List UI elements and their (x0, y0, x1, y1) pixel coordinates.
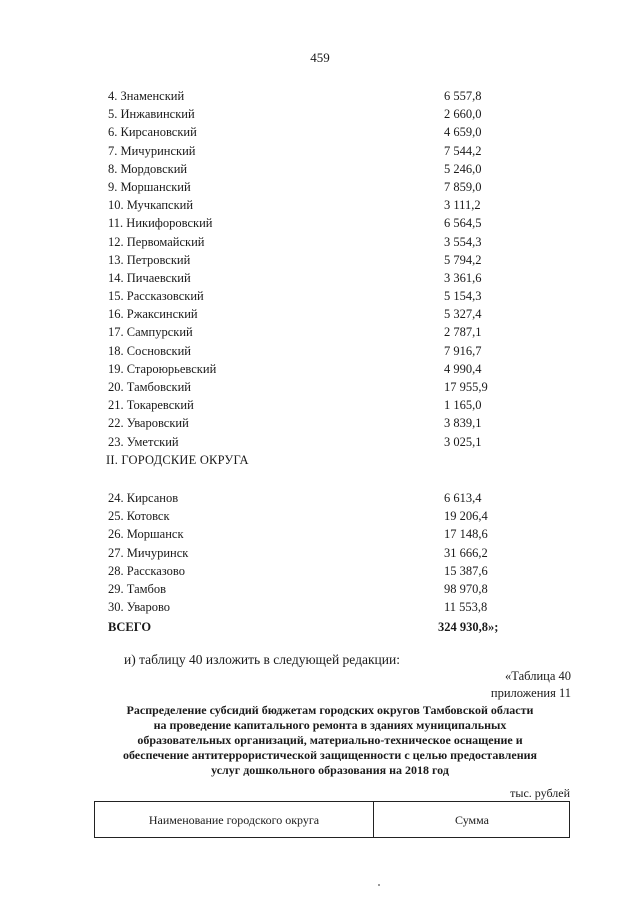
district-value: 2 660,0 (444, 107, 482, 122)
district-name: 17. Сампурский (108, 325, 193, 340)
district-value: 5 154,3 (444, 289, 482, 304)
allocation-list (0, 87, 640, 636)
district-value: 5 794,2 (444, 252, 482, 267)
city-name: 26. Моршанск (108, 527, 184, 542)
city-value: 17 148,6 (444, 527, 488, 542)
district-name: 12. Первомайский (108, 234, 205, 249)
district-name: 15. Рассказовский (108, 289, 204, 304)
district-name: 21. Токаревский (108, 398, 194, 413)
list-row (0, 396, 640, 414)
district-value: 2 787,1 (444, 325, 482, 340)
district-value: 6 557,8 (444, 89, 482, 103)
heading-line: обеспечение антитеррористической защищенности с целью предоставления (122, 748, 538, 762)
district-name: 7. Мичуринский (108, 143, 196, 158)
district-value: 5 246,0 (444, 161, 482, 176)
district-name: 20. Тамбовский (108, 380, 191, 394)
list-row (0, 196, 640, 214)
city-name: 29. Тамбов (108, 581, 167, 596)
row-spacer (0, 469, 640, 489)
list-row (0, 414, 640, 432)
list-row (0, 87, 640, 105)
list-row (0, 123, 640, 141)
district-value: 1 165,0 (444, 398, 482, 413)
list-row (0, 489, 640, 507)
table-reference-line: приложения 11 (490, 686, 571, 700)
district-name: 18. Сосновский (108, 343, 191, 358)
district-name: 4. Знаменский (108, 89, 185, 103)
district-name: 19. Староюрьевский (108, 361, 217, 376)
column-header-sum: Сумма (455, 813, 489, 827)
district-value: 5 327,4 (444, 307, 482, 322)
city-name: 27. Мичуринск (108, 545, 189, 560)
list-row (0, 269, 640, 287)
district-value: 17 955,9 (444, 380, 488, 394)
list-row (0, 433, 640, 451)
list-row (0, 544, 640, 562)
city-value: 11 553,8 (444, 600, 488, 615)
district-value: 4 659,0 (444, 125, 482, 140)
list-row (0, 562, 640, 580)
district-name: 8. Мордовский (108, 161, 188, 176)
list-row (0, 360, 640, 378)
city-name: 25. Котовск (108, 509, 170, 524)
total-label: ВСЕГО (108, 620, 152, 635)
table-reference (456, 668, 571, 702)
list-row (0, 178, 640, 196)
district-value: 3 111,2 (444, 198, 481, 213)
list-row (0, 342, 640, 360)
district-name: 22. Уваровский (108, 416, 189, 431)
list-row (0, 507, 640, 525)
heading-line: услуг дошкольного образования на 2018 год (211, 763, 449, 777)
list-row (0, 378, 640, 396)
district-name: 5. Инжавинский (108, 107, 195, 122)
district-value: 3 361,6 (444, 270, 482, 285)
total-value: 324 930,8»; (438, 620, 499, 635)
table-heading (110, 703, 550, 778)
scan-speck (378, 884, 380, 886)
district-value: 7 859,0 (444, 179, 482, 194)
list-row (0, 233, 640, 251)
district-value: 3 839,1 (444, 416, 482, 431)
section-title: II. ГОРОДСКИЕ ОКРУГА (106, 452, 249, 467)
district-value: 7 916,7 (444, 343, 482, 358)
subsidy-table-header (94, 801, 570, 838)
district-value: 7 544,2 (444, 143, 482, 158)
district-name: 11. Никифоровский (108, 216, 213, 231)
section-heading (0, 451, 640, 469)
district-value: 3 025,1 (444, 434, 482, 449)
column-header-name: Наименование городского округа (148, 813, 320, 827)
list-row (0, 287, 640, 305)
city-name: 30. Уварово (108, 600, 171, 615)
district-name: 23. Уметский (108, 434, 179, 449)
city-name: 28. Рассказово (108, 563, 185, 578)
district-name: 16. Ржаксинский (108, 307, 198, 322)
city-value: 6 613,4 (444, 490, 482, 505)
district-value: 4 990,4 (444, 361, 482, 376)
list-row (0, 160, 640, 178)
list-row (0, 105, 640, 123)
list-row (0, 323, 640, 341)
list-row (0, 598, 640, 616)
page-number: 459 (310, 50, 330, 65)
district-name: 14. Пичаевский (108, 270, 191, 285)
heading-line: на проведение капитального ремонта в зданиях муниципальных (153, 718, 507, 732)
city-value: 31 666,2 (444, 545, 488, 560)
district-name: 6. Кирсановский (108, 125, 197, 140)
city-value: 15 387,6 (444, 563, 488, 578)
district-name: 10. Мучкапский (108, 198, 194, 213)
district-name: 13. Петровский (108, 252, 191, 267)
list-row (0, 525, 640, 543)
district-value: 6 564,5 (444, 216, 482, 231)
total-row (0, 618, 640, 636)
city-value: 19 206,4 (444, 509, 488, 524)
heading-line: образовательных организаций, материально-техническое оснащение и (137, 733, 523, 747)
amendment-paragraph: и) таблицу 40 изложить в следующей редакции: (124, 652, 400, 667)
district-value: 3 554,3 (444, 234, 482, 249)
list-row (0, 305, 640, 323)
list-row (0, 251, 640, 269)
heading-line: Распределение субсидий бюджетам городских округов Тамбовской области (126, 703, 534, 717)
list-row (0, 142, 640, 160)
city-name: 24. Кирсанов (108, 490, 179, 505)
units-label: тыс. рублей (510, 786, 570, 800)
city-value: 98 970,8 (444, 581, 488, 596)
list-row (0, 214, 640, 232)
district-name: 9. Моршанский (108, 179, 191, 194)
table-reference-line: «Таблица 40 (505, 669, 571, 683)
list-row (0, 580, 640, 598)
